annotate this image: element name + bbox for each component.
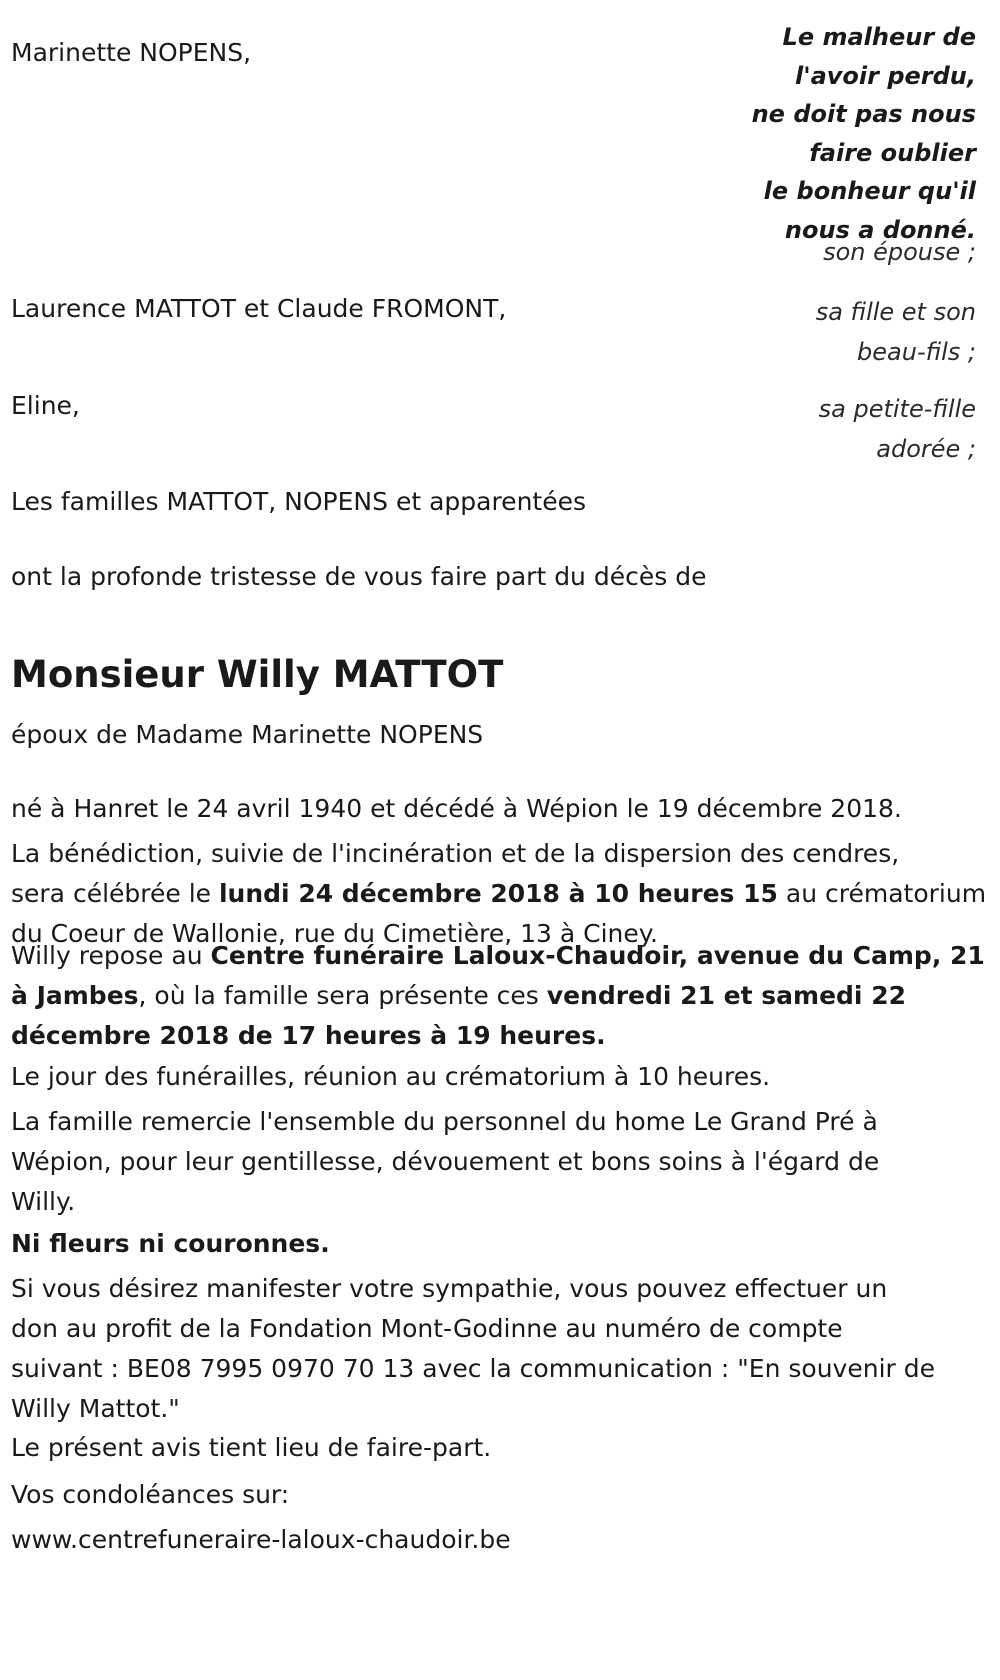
quote-line: ne doit pas nous bbox=[751, 100, 976, 128]
repose-line bbox=[11, 936, 986, 976]
ceremony-text: au crématorium bbox=[777, 879, 987, 908]
ceremony-line: du Coeur de Wallonie, rue du Cimetière, 13 à Ciney. bbox=[11, 919, 658, 948]
spouse-of-text: époux de Madame Marinette NOPENS bbox=[11, 720, 484, 749]
no-flowers-text: Ni fleurs ni couronnes. bbox=[11, 1229, 330, 1258]
donation-line: don au profit de la Fondation Mont-Godinne au numéro de compte bbox=[11, 1314, 843, 1343]
repose-text: , où la famille sera présente ces bbox=[138, 981, 547, 1010]
memorial-quote bbox=[656, 18, 976, 249]
repose-paragraph bbox=[11, 936, 986, 1056]
ceremony-line: La bénédiction, suivie de l'incinération et de la dispersion des cendres, bbox=[11, 839, 900, 868]
quote-line: faire oublier bbox=[809, 138, 976, 167]
deceased-name: Monsieur Willy MATTOT bbox=[11, 653, 504, 696]
relation-text: sa petite-fille bbox=[818, 395, 976, 423]
relation-granddaughter bbox=[656, 389, 976, 469]
relation-text: adorée ; bbox=[876, 435, 976, 463]
notice-text: Le présent avis tient lieu de faire-part. bbox=[11, 1433, 492, 1462]
repose-text: Willy repose au bbox=[11, 941, 211, 970]
donation-line: Si vous désirez manifester votre sympathie, vous pouvez effectuer un bbox=[11, 1274, 888, 1303]
donation-paragraph bbox=[11, 1269, 986, 1429]
quote-line: le bonheur qu'il bbox=[763, 177, 976, 205]
thanks-line: Willy. bbox=[11, 1187, 76, 1216]
thanks-paragraph bbox=[11, 1102, 986, 1222]
donation-line: Willy Mattot." bbox=[11, 1394, 180, 1423]
donation-line: suivant : BE08 7995 0970 70 13 avec la communication : "En souvenir de bbox=[11, 1354, 935, 1383]
repose-dates: vendredi 21 et samedi 22 bbox=[546, 981, 906, 1010]
repose-line bbox=[11, 976, 986, 1016]
relation-spouse bbox=[656, 232, 976, 272]
relation-daughter bbox=[656, 292, 976, 372]
website-link[interactable]: www.centrefuneraire-laloux-chaudoir.be bbox=[11, 1525, 511, 1554]
quote-line: l'avoir perdu, bbox=[795, 61, 976, 90]
birth-death-text: né à Hanret le 24 avril 1940 et décédé à Wépion le 19 décembre 2018. bbox=[11, 794, 902, 823]
ceremony-text: sera célébrée le bbox=[11, 879, 219, 908]
thanks-line: Wépion, pour leur gentillesse, dévouement et bons soins à l'égard de bbox=[11, 1147, 880, 1176]
relation-text: beau-fils ; bbox=[857, 338, 976, 366]
mourner-families: Les familles MATTOT, NOPENS et apparentées bbox=[11, 487, 586, 516]
mourner-spouse: Marinette NOPENS, bbox=[11, 38, 252, 67]
repose-line bbox=[11, 1016, 986, 1056]
repose-location: à Jambes bbox=[11, 981, 139, 1010]
meeting-text: Le jour des funérailles, réunion au crématorium à 10 heures. bbox=[11, 1062, 771, 1091]
ceremony-date: lundi 24 décembre 2018 à 10 heures 15 bbox=[218, 879, 778, 908]
repose-dates: décembre 2018 de 17 heures à 19 heures. bbox=[11, 1021, 606, 1050]
announcement-text: ont la profonde tristesse de vous faire part du décès de bbox=[11, 562, 707, 591]
quote-line: nous a donné. bbox=[784, 215, 976, 244]
mourner-daughter: Laurence MATTOT et Claude FROMONT, bbox=[11, 294, 507, 323]
ceremony-line bbox=[11, 874, 986, 914]
repose-location: Centre funéraire Laloux-Chaudoir, avenue du Camp, 21 bbox=[210, 941, 985, 970]
mourner-granddaughter: Eline, bbox=[11, 391, 80, 420]
relation-text: sa fille et son bbox=[815, 298, 976, 326]
thanks-line: La famille remercie l'ensemble du personnel du home Le Grand Pré à bbox=[11, 1107, 878, 1136]
relation-text: son épouse ; bbox=[823, 238, 976, 266]
condolences-label: Vos condoléances sur: bbox=[11, 1480, 290, 1509]
quote-line: Le malheur de bbox=[782, 23, 976, 51]
